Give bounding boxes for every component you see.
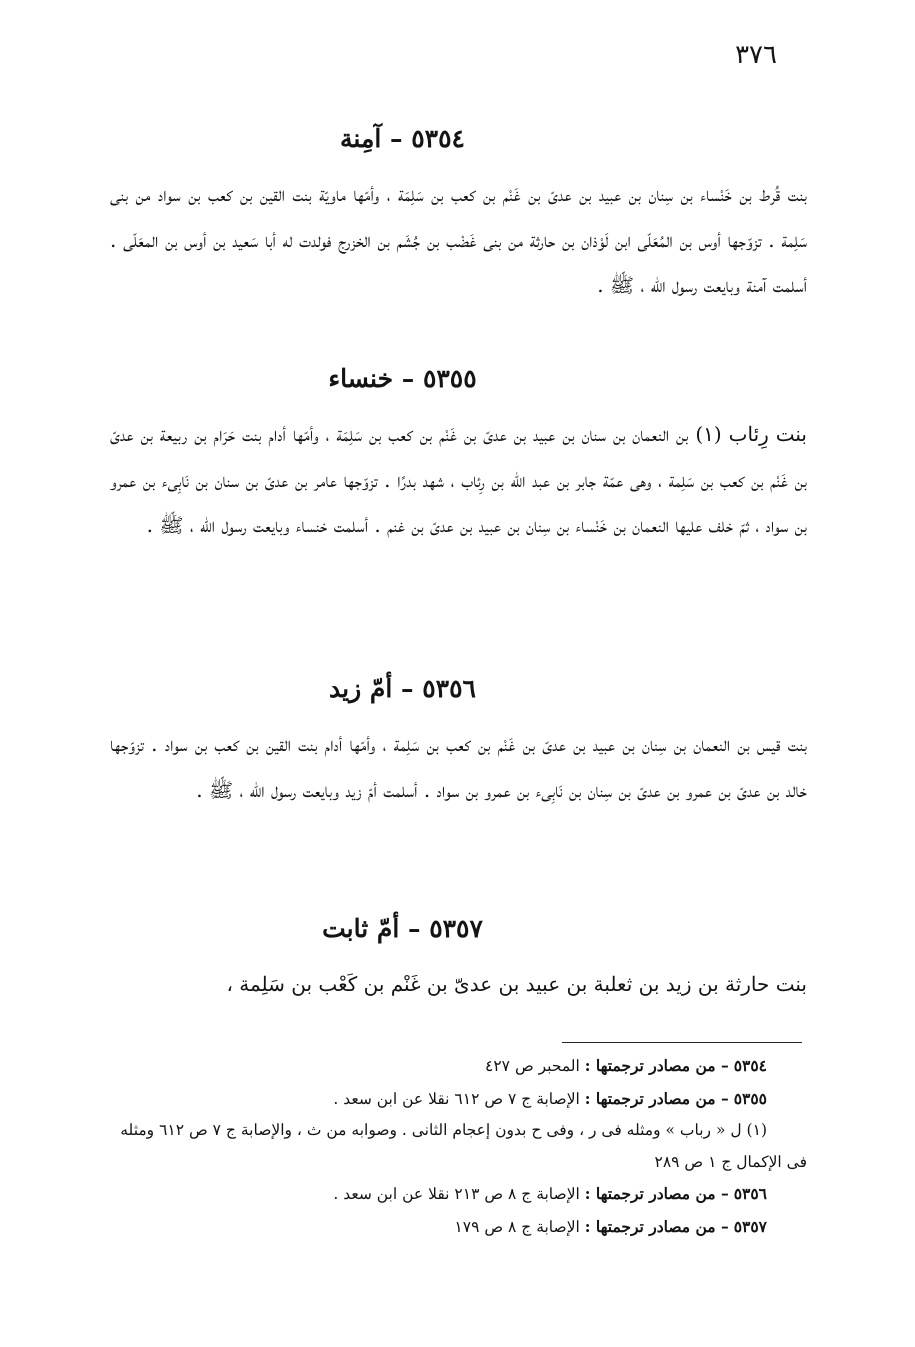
footnote-5356 (110, 1178, 807, 1211)
footnote-number: ٥٣٥٤ (733, 1056, 767, 1075)
footnote-text: الإصابة ج ٨ ص ١٧٩ (454, 1217, 580, 1236)
footnote-text: (١) ل « رباب » ومثله فى ر ، وفى ح بدون إعجام الثانى . وصوابه من ث ، والإصابة ج ٧ ص ٦١٢ ومثله فى الإكمال ج ١ ص ٢٨٩ (120, 1121, 807, 1171)
entry-body-5355: بنت رِئاب (١) بن النعمان بن سنان بن عبيد بن عدىّ بن غَنْم بن كعب بن سَلِمَة ، وأمّها أدام بنت حَرَام بن ربيعة بن عدىّ بن غَنْم بن كعب بن سَلِمة ، وهى عمّة جابر بن عبد الله بن رِئاب ، شهد بدرًا . تزوّجها عامر بن عدىّ بن سنان بن نَابِىء بن عمرو بن سواد ، ثمّ خلف عليها النعمان بن خَنْساء بن سِنان بن عبيد بن عدىّ بن غنم . أسلمت خنساء وبايعت رسول الله ، ﷺ . (110, 422, 807, 537)
footnote-number: ٥٣٥٧ (733, 1216, 767, 1236)
footnote-number: ٥٣٥٥ (733, 1088, 767, 1108)
footnote-5357 (110, 1211, 807, 1244)
entry-body-5354: بنت قُرط بن خَنْساء بن سِنان بن عبيد بن عدىّ بن غَنْم بن كعب بن سَلِمَة ، وأمّها ماويّة بنت القين بن كعب بن سواد من بنى سَلِمة . تزوّجها أوس بن المُعَلّى ابن لَوْذان بن حارثة من بنى غَضْب بن جُشَم بن الخزرج فولدت له أبا سَعيد بن أوس بن المعَلّى . أسلمت آمنة وبايعت رسول الله ، ﷺ . (110, 182, 808, 297)
footnote-5354 (110, 1050, 807, 1083)
footnotes (110, 1050, 807, 1243)
footnote-divider (562, 1042, 802, 1043)
entry-body-5356: بنت قيس بن النعمان بن سِنان بن عبيد بن عدىّ بن غَنْم بن كعب بن سَلِمة ، وأمّها أدام بنت القين بن كعب بن سواد . تزوّجها خالد بن عدىّ بن عمرو بن عدىّ بن سِنان بن نَابِىء بن عمرو بن سواد . أسلمت أمّ زيد وبايعت رسول الله ، ﷺ . (110, 732, 807, 802)
footnote-1 (110, 1115, 807, 1178)
footnote-label: – من مصادر ترجمتها : (584, 1184, 729, 1203)
footnote-5355 (110, 1083, 807, 1116)
footnote-text: المحبر ص ٤٢٧ (485, 1057, 580, 1075)
page-number: ٣٧٦ (735, 40, 777, 70)
entry-title-5357: ٥٣٥٧ – أمّ ثابت (322, 914, 483, 943)
footnote-label: – من مصادر ترجمتها : (584, 1056, 729, 1075)
entry-title-5355: ٥٣٥٥ – خنساء (328, 364, 477, 393)
footnote-label: – من مصادر ترجمتها : (584, 1216, 729, 1236)
entry-body-5357: بنت حارثة بن زيد بن ثعلبة بن عبيد بن عدىّ بن غَنْم بن كَعْب بن سَلِمة ، (226, 972, 807, 996)
footnote-label: – من مصادر ترجمتها : (584, 1088, 729, 1108)
footnote-number: ٥٣٥٦ (733, 1184, 767, 1203)
entry-title-5354: ٥٣٥٤ – آمِنة (340, 124, 465, 153)
entry-title-5356: ٥٣٥٦ – أمّ زيد (329, 674, 476, 703)
footnote-text: الإصابة ج ٧ ص ٦١٢ نقلا عن ابن سعد . (333, 1089, 580, 1108)
footnote-text: الإصابة ج ٨ ص ٢١٣ نقلا عن ابن سعد . (333, 1185, 580, 1203)
